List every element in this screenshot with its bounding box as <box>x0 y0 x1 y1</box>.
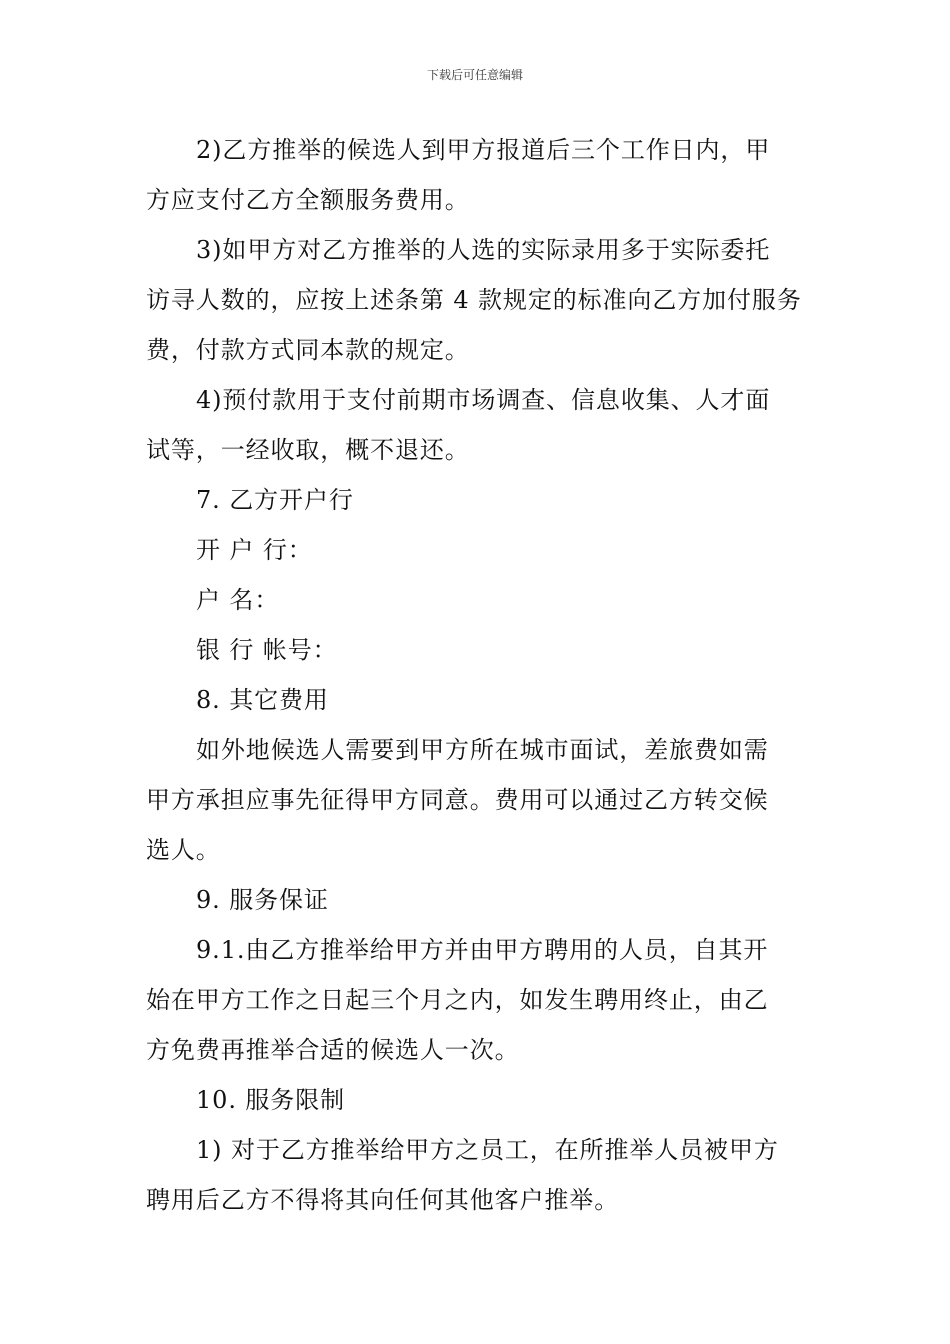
paragraph-line: 甲方承担应事先征得甲方同意。费用可以通过乙方转交候 <box>146 786 769 814</box>
form-field-label: 银 行 帐号： <box>196 636 338 664</box>
paragraph-line: 方免费再推举合适的候选人一次。 <box>146 1036 520 1064</box>
paragraph-line: 访寻人数的，应按上述条第 4 款规定的标准向乙方加付服务 <box>146 286 802 314</box>
paragraph-line: 3)如甲方对乙方推举的人选的实际录用多于实际委托 <box>196 236 771 264</box>
section-heading: 8. 其它费用 <box>196 686 329 714</box>
paragraph-line: 始在甲方工作之日起三个月之内，如发生聘用终止，由乙 <box>146 986 769 1014</box>
paragraph-line: 如外地候选人需要到甲方所在城市面试，差旅费如需 <box>196 736 769 764</box>
paragraph-line: 2)乙方推举的候选人到甲方报道后三个工作日内，甲 <box>196 136 771 164</box>
section-heading: 7. 乙方开户行 <box>196 486 354 514</box>
form-field-label: 户 名： <box>196 586 280 614</box>
paragraph-line: 试等，一经收取，概不退还。 <box>146 436 470 464</box>
form-field-label: 开 户 行： <box>196 536 313 564</box>
section-heading: 9. 服务保证 <box>196 886 329 914</box>
paragraph-line: 选人。 <box>146 836 221 864</box>
section-heading: 10. 服务限制 <box>196 1086 345 1114</box>
page-header-note: 下载后可任意编辑 <box>426 68 523 82</box>
paragraph-line: 方应支付乙方全额服务费用。 <box>146 186 470 214</box>
paragraph-line: 费，付款方式同本款的规定。 <box>146 336 470 364</box>
paragraph-line: 9.1.由乙方推举给甲方并由甲方聘用的人员，自其开 <box>196 936 769 964</box>
paragraph-line: 1) 对于乙方推举给甲方之员工，在所推举人员被甲方 <box>196 1136 779 1164</box>
paragraph-line: 4)预付款用于支付前期市场调查、信息收集、人才面 <box>196 386 771 414</box>
paragraph-line: 聘用后乙方不得将其向任何其他客户推举。 <box>146 1186 620 1214</box>
